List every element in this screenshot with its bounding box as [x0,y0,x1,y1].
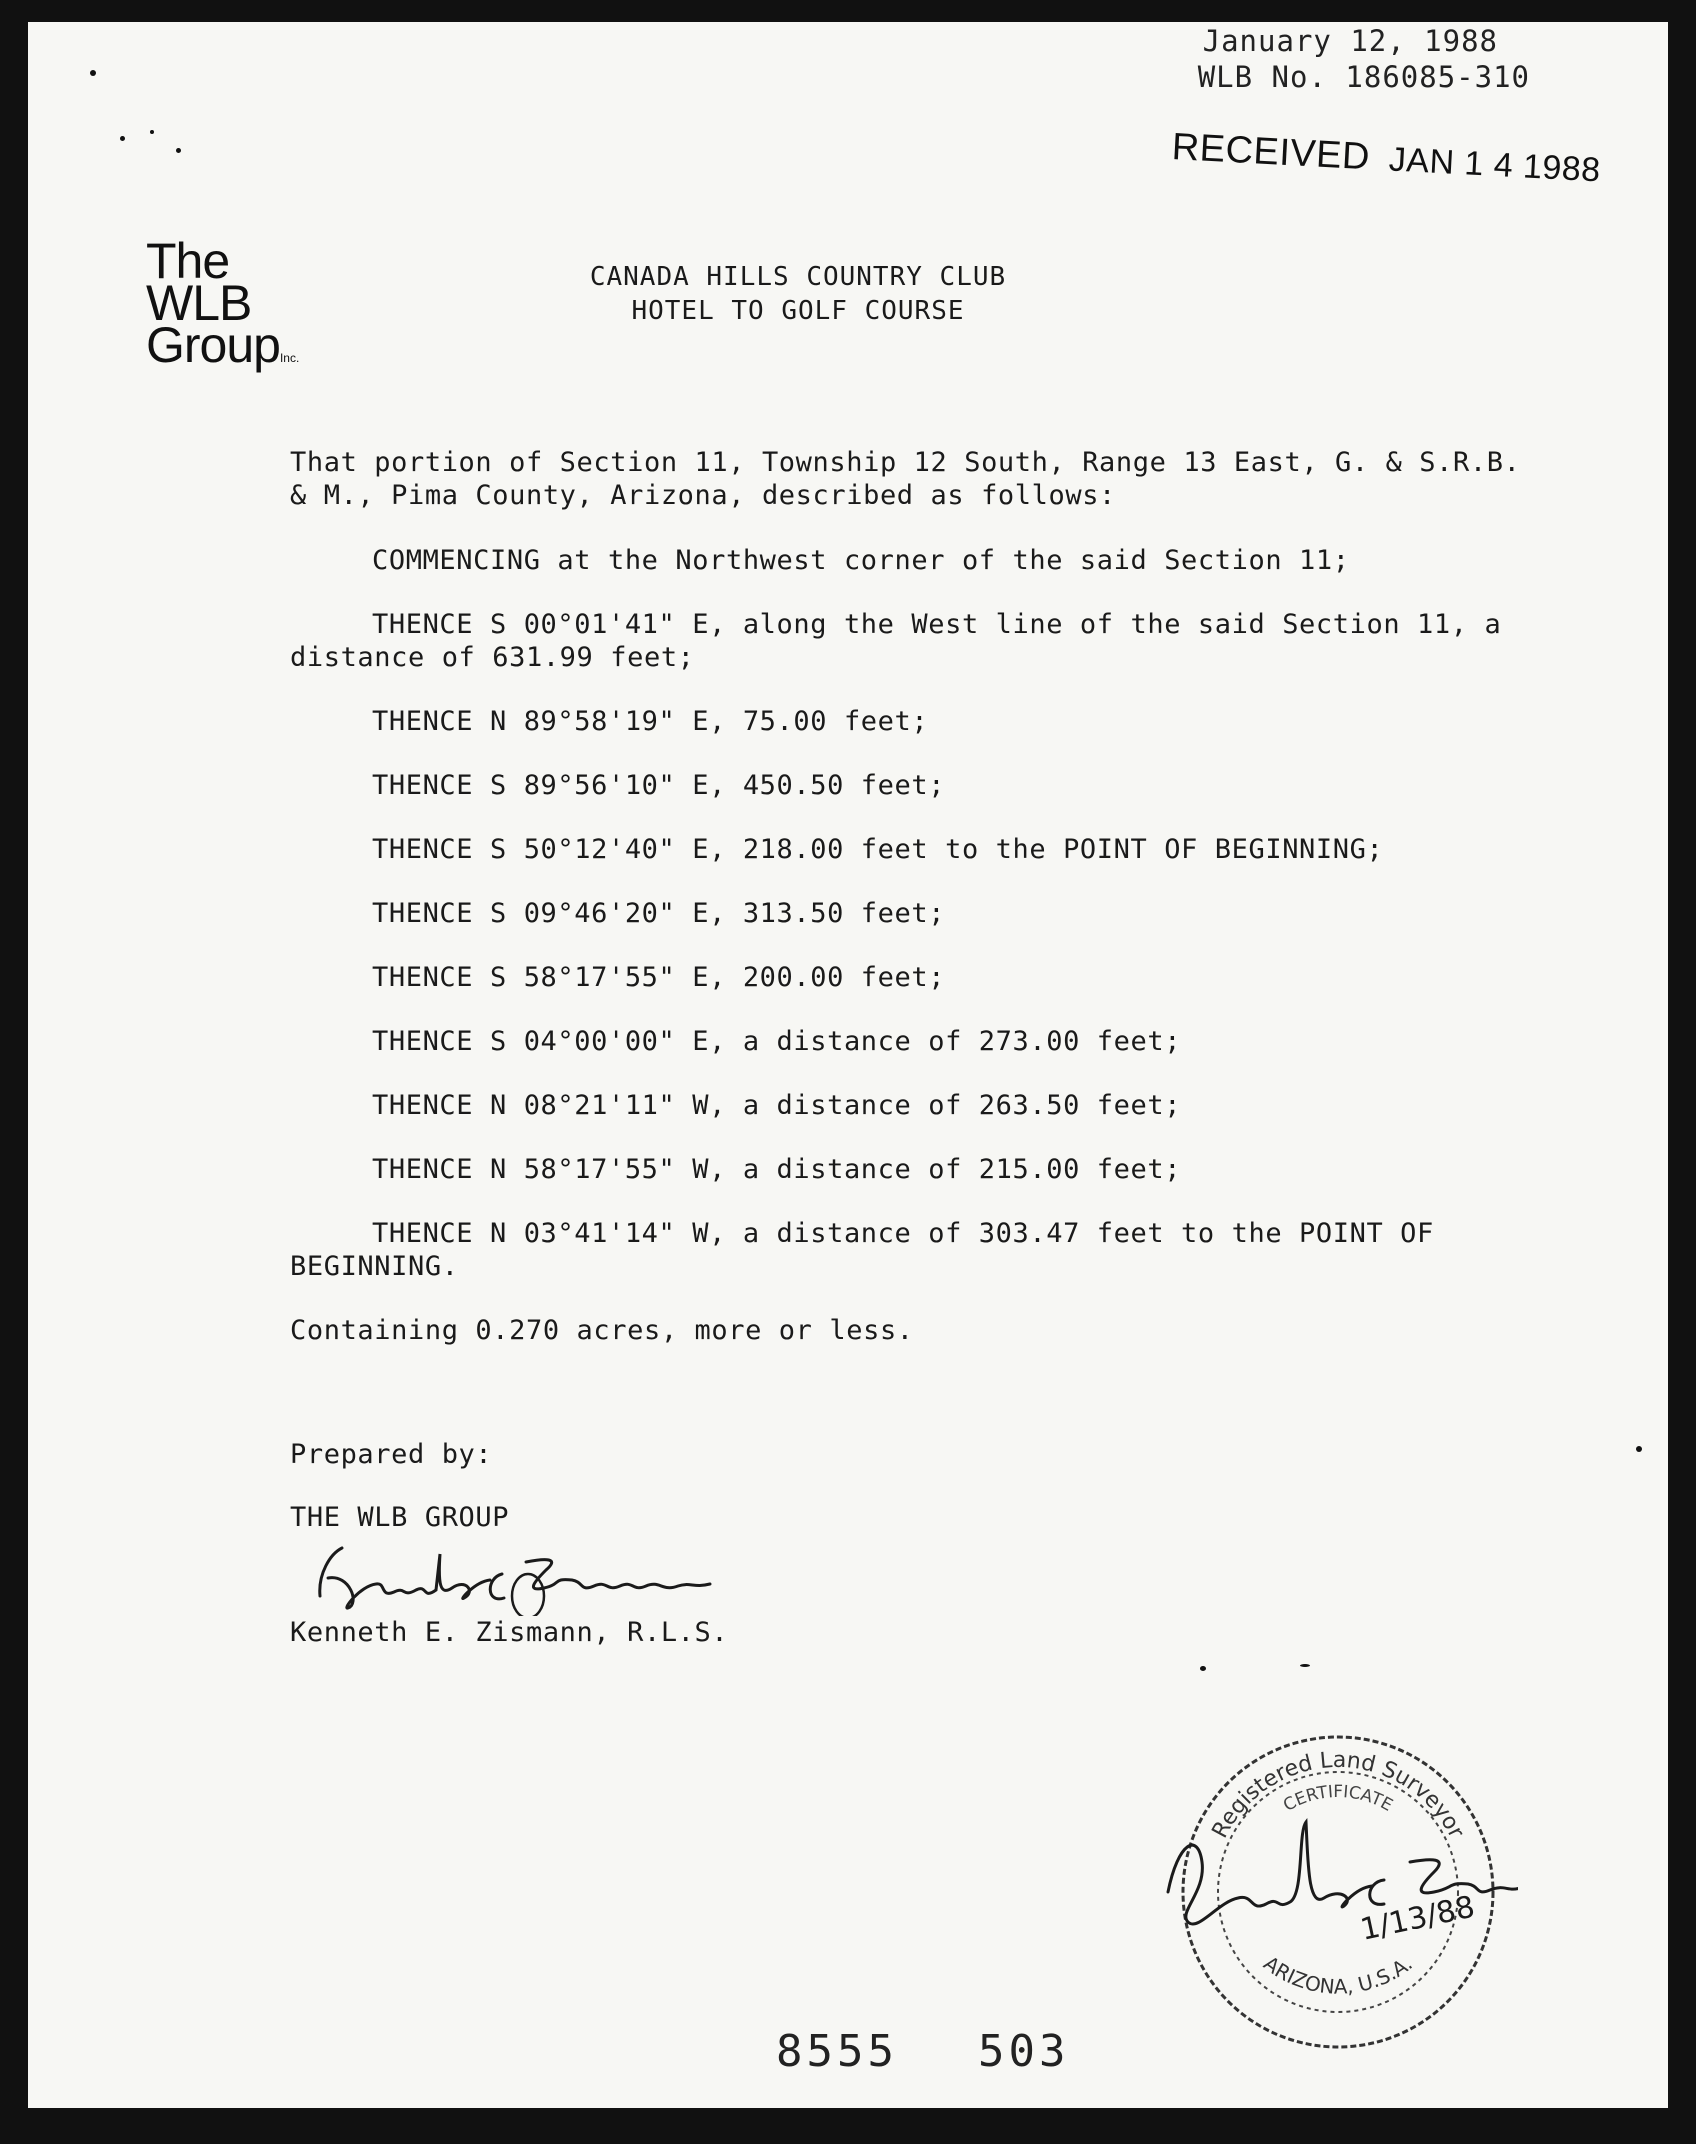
course-line: THENCE S 04°00'00" E, a distance of 273.00 feet; [372,1026,1182,1057]
received-date: JAN 1 4 1988 [1387,140,1602,190]
seal-top-text: Registered Land Surveyor [1207,1747,1469,1843]
scan-speck [176,148,181,153]
document-date: January 12, 1988 [1202,24,1498,58]
prepared-label: Prepared by: [290,1439,493,1470]
logo-line-1: The [146,233,230,289]
legal-description [290,446,1530,1347]
course-line: THENCE S 58°17'55" E, 200.00 feet; [372,962,946,993]
description-intro: That portion of Section 11, Township 12 South, Range 13 East, G. & S.R.B. & M., Pima County, Arizona, described as follows: [290,447,1521,511]
received-stamp [1171,126,1602,191]
seal-ring-text: CERTIFICATE [1280,1781,1396,1816]
received-label: RECEIVED [1170,126,1372,179]
course-line: COMMENCING at the Northwest corner of the said Section 11; [372,545,1350,576]
scan-speck [1200,1666,1206,1671]
scan-speck [1300,1664,1310,1667]
scan-speck [150,130,154,134]
surveyor-seal [1158,1712,1518,2072]
scan-speck [1636,1446,1642,1452]
prepared-by-block [290,1438,730,1649]
signature [290,1534,730,1616]
course-line: THENCE S 89°56'10" E, 450.50 feet; [372,770,946,801]
acreage-statement: Containing 0.270 acres, more or less. [290,1315,914,1346]
course-line: THENCE N 03°41'14" W, a distance of 303.47 feet to the POINT OF BEGINNING. [290,1218,1434,1282]
firm-name: THE WLB GROUP [290,1502,510,1533]
course-line: THENCE N 89°58'19" E, 75.00 feet; [372,706,929,737]
document-title [28,260,1696,331]
scan-speck [90,70,96,76]
recording-page: 503 [977,2026,1070,2077]
title-line-1: CANADA HILLS COUNTRY CLUB [589,262,1007,292]
signature-graphic [290,1534,730,1616]
seal-bottom-text: ARIZONA, U.S.A. [1259,1951,1417,1999]
title-line-2: HOTEL TO GOLF COURSE [631,296,965,326]
logo-line-3 [146,317,300,379]
scan-speck [120,136,125,141]
logo-suffix: Inc. [279,351,300,365]
logo-line-2: WLB [146,275,252,331]
document-page [28,22,1668,2108]
seal-date: 1/13/88 [1357,1889,1478,1948]
recording-number [776,2026,1069,2077]
course-line: THENCE S 00°01'41" E, along the West line of the said Section 11, a distance of 631.99 feet; [290,609,1502,673]
wlb-number: WLB No. 186085-310 [1197,60,1530,94]
surveyor-name: Kenneth E. Zismann, R.L.S. [290,1617,729,1648]
course-line: THENCE S 50°12'40" E, 218.00 feet to the POINT OF BEGINNING; [372,834,1384,865]
course-line: THENCE N 08°21'11" W, a distance of 263.50 feet; [372,1090,1182,1121]
seal-graphic [1158,1712,1518,2072]
logo-line-3-text: Group [146,317,280,373]
course-line: THENCE N 58°17'55" W, a distance of 215.00 feet; [372,1154,1182,1185]
course-line: THENCE S 09°46'20" E, 313.50 feet; [372,898,946,929]
recording-book: 8555 [776,2026,898,2077]
course-list [290,544,1530,1283]
